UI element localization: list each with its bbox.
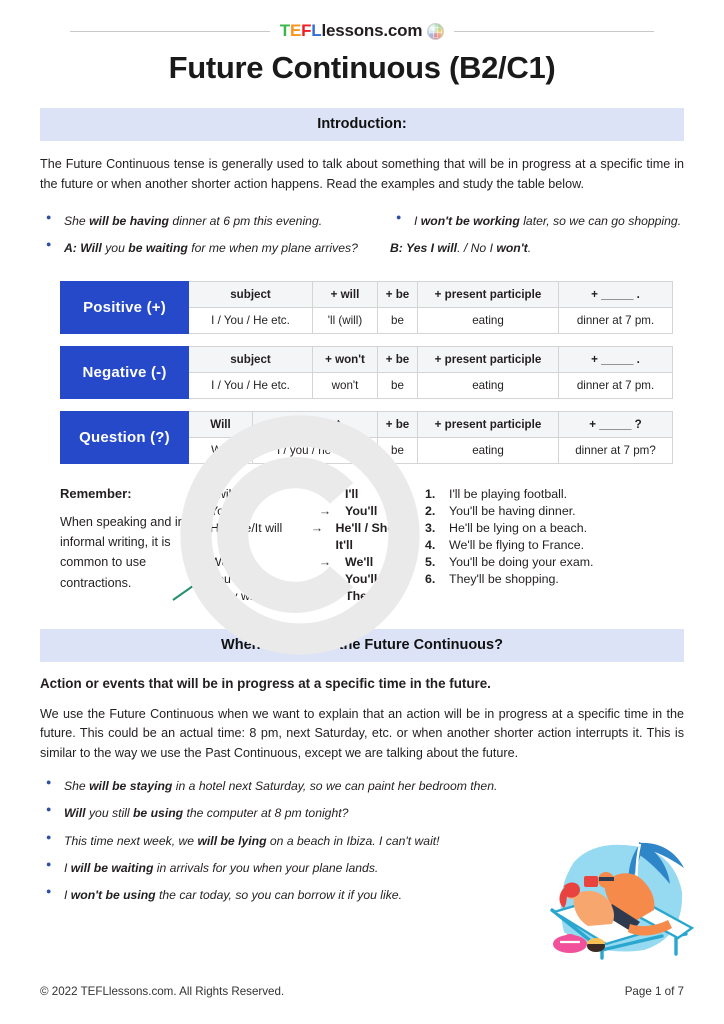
contraction-row xyxy=(210,486,425,503)
contraction-short: I'll xyxy=(345,486,359,501)
table-cell: 'll (will) xyxy=(313,307,378,333)
list-item: B: Yes I will. / No I won't. xyxy=(390,241,532,256)
globe-icon xyxy=(427,23,444,40)
beach-loungers-illustration xyxy=(544,832,694,962)
table-row xyxy=(61,281,673,307)
arrow-right-icon: → xyxy=(318,554,332,569)
example-text: You'll be having dinner. xyxy=(449,503,576,518)
example-text: They'll be shopping. xyxy=(449,571,559,586)
brand-header xyxy=(40,0,684,40)
grammar-tables xyxy=(60,281,684,464)
column-header: + won't xyxy=(313,346,378,372)
table-label-question: Question (?) xyxy=(61,411,189,463)
table-positive xyxy=(60,281,673,334)
column-header: + _____ . xyxy=(559,346,673,372)
table-cell: be xyxy=(378,437,418,463)
table-cell: be xyxy=(378,307,418,333)
table-cell: I / You / He etc. xyxy=(189,307,313,333)
remember-text-col xyxy=(60,486,210,605)
contraction-row xyxy=(210,520,425,554)
numbered-example-row xyxy=(425,571,684,588)
intro-paragraph: The Future Continuous tense is generally used to talk about something that will be in progress at a specific time in the future or when another shorter action happens. Read the examples and study the table below. xyxy=(40,157,684,191)
list-item: ● I won't be working later, so we can go shopping. xyxy=(390,212,684,230)
contraction-base: I will xyxy=(210,486,235,501)
arrow-right-icon: → xyxy=(318,486,332,501)
table-row xyxy=(61,346,673,372)
table-cell: Will xyxy=(189,437,253,463)
numbered-example-row xyxy=(425,486,684,503)
column-header: + _____ ? xyxy=(559,411,673,437)
numbered-example-row xyxy=(425,520,684,537)
green-arrow-icon xyxy=(170,569,216,603)
arrow-right-icon: → xyxy=(318,588,332,603)
page-footer xyxy=(40,985,684,998)
example-number: 6. xyxy=(425,571,436,586)
usage-section-bar: When do we use the Future Continuous? xyxy=(40,629,684,662)
table-cell: dinner at 7 pm. xyxy=(559,307,673,333)
remember-text: When speaking and in informal writing, it is common to use contractions. xyxy=(60,514,185,590)
usage-paragraph: We use the Future Continuous when we want to explain that an action will be in progress at a specific time in the future. This could be an actual time: 8 pm, next Saturday, etc. or when another shorter action interrupts it. This is similar to the way we use the Past Continuous, except we are talking about the future. xyxy=(40,706,684,760)
table-label-positive: Positive (+) xyxy=(61,281,189,333)
column-header: + _____ . xyxy=(559,281,673,307)
example-text: He'll be lying on a beach. xyxy=(449,520,588,535)
contractions-list xyxy=(210,486,425,605)
table-cell: eating xyxy=(418,437,559,463)
logo-letter-e: E xyxy=(289,21,302,40)
table-label-negative: Negative (-) xyxy=(61,346,189,398)
example-number: 2. xyxy=(425,503,436,518)
usage-sub-heading: Action or events that will be in progress at a specific time in the future. xyxy=(40,675,491,691)
example-number: 5. xyxy=(425,554,436,569)
table-cell: eating xyxy=(418,372,559,398)
column-header: Will xyxy=(189,411,253,437)
table-cell: I / You / He etc. xyxy=(189,372,313,398)
page-title: Future Continuous (B2/C1) xyxy=(168,50,556,85)
contraction-short: We'll xyxy=(345,554,374,569)
contraction-row xyxy=(210,571,425,588)
example-text: I'll be playing football. xyxy=(449,486,568,501)
list-item: ● A: Will you be waiting for me when my plane arrives? xyxy=(40,239,390,257)
column-header: + present participle xyxy=(418,411,559,437)
column-header: + be xyxy=(378,281,418,307)
column-header: subject xyxy=(189,281,313,307)
column-header: + be xyxy=(378,346,418,372)
contraction-short: You'll xyxy=(345,571,378,586)
arrow-right-icon: → xyxy=(318,571,332,586)
column-header: + subject xyxy=(253,411,378,437)
table-cell: I / you / he etc. xyxy=(253,437,378,463)
list-item: ● This time next week, we will be lying on a beach in Ibiza. I can't wait! xyxy=(40,832,684,850)
footer-page-number: Page 1 of 7 xyxy=(624,985,684,998)
table-question xyxy=(60,411,673,464)
column-header: + be xyxy=(378,411,418,437)
example-number: 1. xyxy=(425,486,436,501)
list-item: ● I will be waiting in arrivals for you when your plane lands. xyxy=(40,859,684,877)
intro-examples-right xyxy=(390,212,684,258)
numbered-example-row xyxy=(425,554,684,571)
contraction-base: We will xyxy=(210,554,250,569)
logo-wordmark: lessons.com xyxy=(321,21,423,40)
table-cell: be xyxy=(378,372,418,398)
logo-letter-f: F xyxy=(301,21,312,40)
numbered-example-row xyxy=(425,503,684,520)
contraction-short: You'll xyxy=(345,503,378,518)
column-header: + present participle xyxy=(418,346,559,372)
remember-title: Remember: xyxy=(60,485,132,501)
intro-section-bar: Introduction: xyxy=(40,108,684,141)
contraction-row xyxy=(210,503,425,520)
contraction-examples-list xyxy=(425,486,684,605)
example-text: You'll be doing your exam. xyxy=(449,554,594,569)
arrow-right-icon: → xyxy=(318,503,332,518)
contraction-base: You will xyxy=(210,571,252,586)
table-negative xyxy=(60,346,673,399)
numbered-example-row xyxy=(425,537,684,554)
example-number: 3. xyxy=(425,520,436,535)
logo-letter-l: L xyxy=(311,21,322,40)
header-rule-left xyxy=(70,31,270,32)
table-cell: dinner at 7 pm. xyxy=(559,372,673,398)
table-row xyxy=(61,411,673,437)
column-header: + present participle xyxy=(418,281,559,307)
contraction-row xyxy=(210,554,425,571)
contraction-base: They will xyxy=(210,588,259,603)
list-item: ● I won't be using the car today, so you can borrow it if you like. xyxy=(40,886,684,904)
contraction-short: He'll / She'll / It'll xyxy=(335,520,411,552)
column-header: subject xyxy=(189,346,313,372)
column-header: + will xyxy=(313,281,378,307)
intro-examples-left xyxy=(40,212,390,258)
table-cell: dinner at 7 pm? xyxy=(559,437,673,463)
site-logo xyxy=(280,21,445,41)
header-rule-right xyxy=(454,31,654,32)
logo-letter-t: T xyxy=(279,21,290,40)
example-text: We'll be flying to France. xyxy=(449,537,585,552)
list-item: ● Will you still be using the computer at 8 pm tonight? xyxy=(40,804,684,822)
table-cell: won't xyxy=(313,372,378,398)
intro-examples xyxy=(40,200,684,267)
list-item: ● She will be having dinner at 6 pm this evening. xyxy=(40,212,390,230)
contraction-base: He/She/It will xyxy=(210,520,283,535)
contraction-short: They'll xyxy=(345,588,384,603)
table-cell: eating xyxy=(418,307,559,333)
list-item: ● She will be staying in a hotel next Saturday, so we can paint her bedroom then. xyxy=(40,777,684,795)
contraction-row xyxy=(210,588,425,605)
footer-copyright: © 2022 TEFLlessons.com. All Rights Reserved. xyxy=(40,985,285,998)
arrow-right-icon: → xyxy=(310,520,324,535)
remember-block xyxy=(60,486,684,605)
example-number: 4. xyxy=(425,537,436,552)
contraction-base: You will xyxy=(210,503,252,518)
